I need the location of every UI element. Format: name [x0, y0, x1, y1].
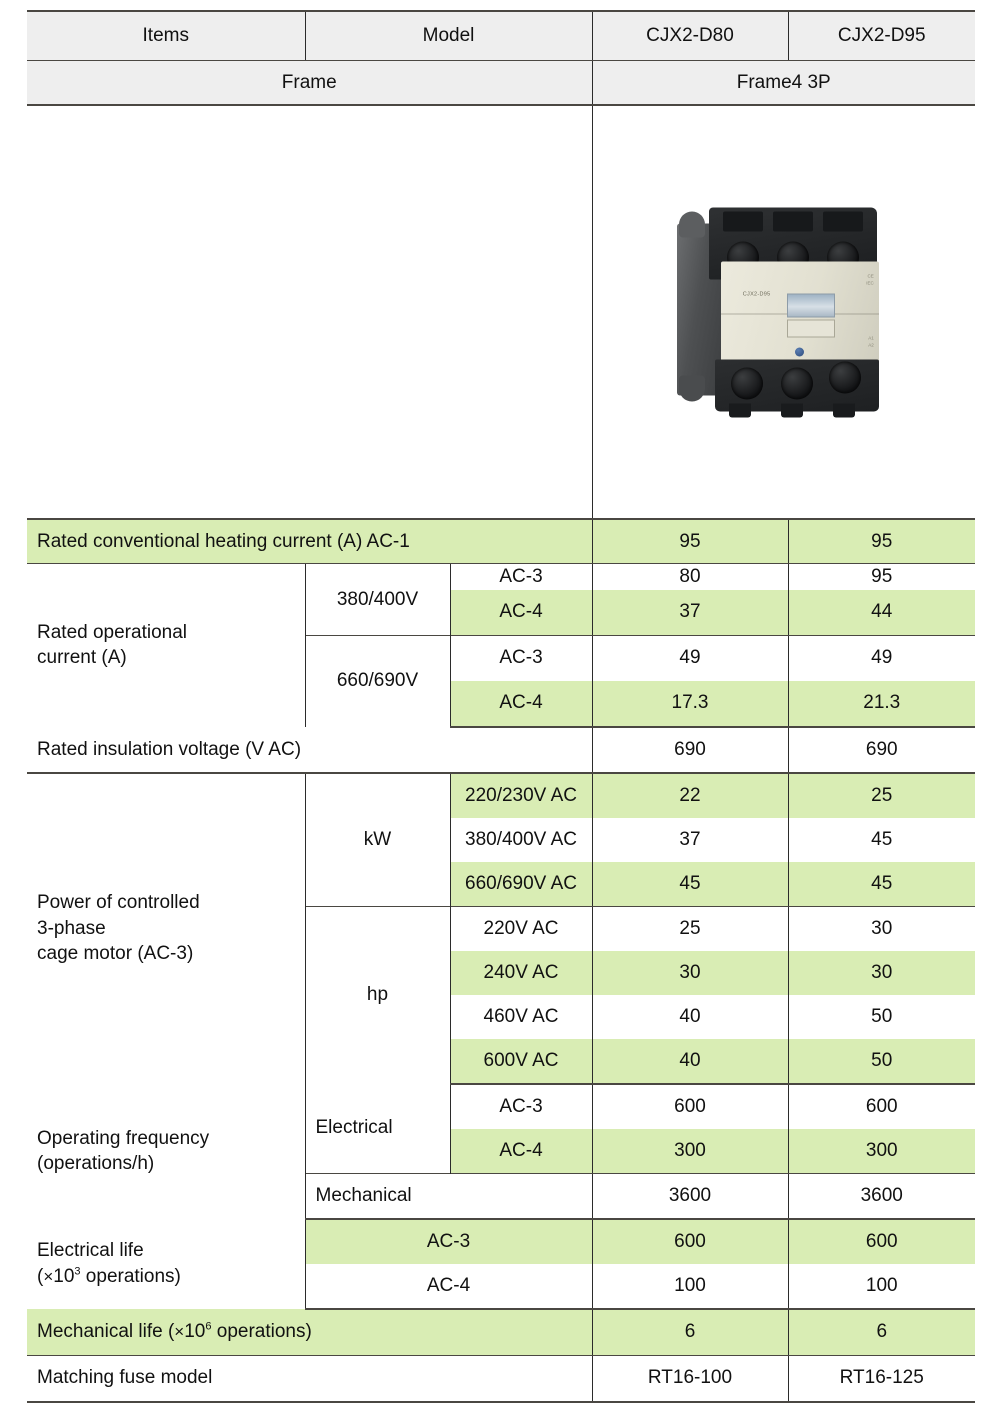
operational-current-380-ac4-d95: 44: [788, 590, 975, 636]
row-insulation-voltage: [27, 727, 975, 773]
electrical-life-ac4-d95: 100: [788, 1264, 975, 1309]
operating-frequency-mechanical-d95: 3600: [788, 1173, 975, 1219]
contactor-bracket-top-tab: [679, 212, 705, 238]
operational-current-660-ac3-d80: 49: [592, 635, 788, 681]
power-kw-660-d80: 45: [592, 862, 788, 907]
power-hp-600-d80: 40: [592, 1039, 788, 1084]
insulation-voltage-label: Rated insulation voltage (V AC): [27, 727, 592, 773]
contactor-top-slot-2: [773, 212, 813, 232]
power-motor-text: Power of controlled 3-phase cage motor (AC-3): [37, 892, 200, 965]
mechanical-life-prefix: Mechanical life (: [37, 1321, 175, 1343]
electrical-life-label: [27, 1219, 305, 1309]
insulation-voltage-d95: 690: [788, 727, 975, 773]
power-unit-hp: hp: [305, 906, 450, 1084]
operating-frequency-type-2: AC-4: [450, 1129, 592, 1174]
contactor-terminal-6T3: [829, 362, 861, 394]
power-kw-380-d80: 37: [592, 818, 788, 862]
matching-fuse-d95: RT16-125: [788, 1355, 975, 1402]
power-kw-220-d80: 22: [592, 773, 788, 818]
matching-fuse-label: Matching fuse model: [27, 1355, 592, 1402]
image-row-empty-left: [27, 105, 592, 519]
electrical-life-ac3-d80: 600: [592, 1219, 788, 1264]
contactor-foot-2: [781, 404, 803, 418]
matching-fuse-d80: RT16-100: [592, 1355, 788, 1402]
electrical-life-text: [37, 1238, 295, 1289]
header-items: Items: [27, 11, 305, 61]
electrical-life-exponent: 3: [74, 1265, 81, 1278]
operational-current-type-4: AC-4: [450, 681, 592, 727]
power-hp-voltage-4: 600V AC: [450, 1039, 592, 1084]
contactor-nameplate-strip: [787, 320, 835, 338]
mechanical-life-d80: 6: [592, 1309, 788, 1356]
power-kw-voltage-3: 660/690V AC: [450, 862, 592, 907]
electrical-life-ac3-d95: 600: [788, 1219, 975, 1264]
operational-current-660-ac4-d80: 17.3: [592, 681, 788, 727]
heating-current-label: Rated conventional heating current (A) AC-1: [27, 519, 592, 564]
operating-frequency-mechanical-d80: 3600: [592, 1173, 788, 1219]
mechanical-life-suffix: operations): [211, 1321, 312, 1343]
power-kw-660-d95: 45: [788, 862, 975, 907]
power-hp-voltage-2: 240V AC: [450, 951, 592, 995]
contactor-foot-1: [729, 404, 751, 418]
operating-frequency-ac4-d95: 300: [788, 1129, 975, 1174]
table-header-row: [27, 11, 975, 61]
mechanical-life-label: [27, 1309, 592, 1356]
row-heating-current: [27, 519, 975, 564]
frame-value: Frame4 3P: [592, 61, 975, 106]
contactor-bracket-bottom-tab: [679, 376, 705, 402]
product-image-row: [27, 105, 975, 519]
operational-current-660-ac4-d95: 21.3: [788, 681, 975, 727]
operational-current-type-2: AC-4: [450, 590, 592, 636]
electrical-life-type-1: AC-3: [305, 1219, 592, 1264]
power-hp-240-d80: 30: [592, 951, 788, 995]
power-kw-voltage-1: 220/230V AC: [450, 773, 592, 818]
power-hp-600-d95: 50: [788, 1039, 975, 1084]
power-motor-label: [27, 773, 305, 1084]
contactor-front-housing: [721, 262, 879, 372]
contactor-photo: [669, 200, 899, 425]
operating-frequency-ac3-d95: 600: [788, 1084, 975, 1129]
frame-row: [27, 61, 975, 106]
row-operational-current-1: [27, 564, 975, 590]
power-hp-220-d95: 30: [788, 906, 975, 951]
product-image-cell: [592, 105, 975, 519]
operational-current-label: [27, 564, 305, 727]
electrical-life-base: 10: [53, 1265, 75, 1287]
power-kw-380-d95: 45: [788, 818, 975, 862]
contactor-top-slot-3: [823, 212, 863, 232]
contactor-top-slot-1: [723, 212, 763, 232]
operating-frequency-type-1: AC-3: [450, 1084, 592, 1129]
header-col-d80: CJX2-D80: [592, 11, 788, 61]
electrical-life-line1: Electrical life: [37, 1240, 144, 1261]
power-kw-voltage-2: 380/400V AC: [450, 818, 592, 862]
insulation-voltage-d80: 690: [592, 727, 788, 773]
mechanical-life-d95: 6: [788, 1309, 975, 1356]
power-hp-460-d80: 40: [592, 995, 788, 1039]
operating-frequency-ac3-d80: 600: [592, 1084, 788, 1129]
operational-current-380-ac3-d95: 95: [788, 564, 975, 590]
operational-current-380-ac3-d80: 80: [592, 564, 788, 590]
power-hp-voltage-1: 220V AC: [450, 906, 592, 951]
operational-current-660-ac3-d95: 49: [788, 635, 975, 681]
row-power-kw-1: [27, 773, 975, 818]
electrical-life-ac4-d80: 100: [592, 1264, 788, 1309]
contactor-model-marking: CJX2-D95: [742, 291, 771, 298]
header-model: Model: [305, 11, 592, 61]
operational-current-type-1: AC-3: [450, 564, 592, 590]
operating-frequency-text: Operating frequency (operations/h): [37, 1127, 210, 1175]
mechanical-life-base: 10: [184, 1321, 206, 1343]
power-hp-voltage-3: 460V AC: [450, 995, 592, 1039]
power-unit-kw: kW: [305, 773, 450, 907]
operational-current-type-3: AC-3: [450, 635, 592, 681]
contactor-foot-3: [833, 404, 855, 418]
contactor-terminal-2T1: [731, 368, 763, 400]
operational-current-voltage-660: 660/690V: [305, 635, 450, 727]
contactor-side-marking-top: CE IEC: [866, 273, 874, 286]
operating-frequency-electrical-label: Electrical: [305, 1084, 450, 1174]
header-col-d95: CJX2-D95: [788, 11, 975, 61]
contactor-indicator-dot: [795, 348, 804, 357]
row-matching-fuse: [27, 1355, 975, 1402]
power-hp-240-d95: 30: [788, 951, 975, 995]
contactor-terminal-4T2: [781, 368, 813, 400]
power-hp-460-d95: 50: [788, 995, 975, 1039]
operating-frequency-mechanical-label: Mechanical: [305, 1173, 592, 1219]
power-hp-220-d80: 25: [592, 906, 788, 951]
contactor-nameplate-window: [787, 294, 835, 318]
row-operating-frequency-1: [27, 1084, 975, 1129]
operational-current-380-ac4-d80: 37: [592, 590, 788, 636]
heating-current-d80: 95: [592, 519, 788, 564]
operating-frequency-label: [27, 1084, 305, 1219]
operational-current-voltage-380: 380/400V: [305, 564, 450, 636]
operating-frequency-ac4-d80: 300: [592, 1129, 788, 1174]
mechanical-life-exponent: 6: [205, 1320, 212, 1333]
contactor-side-marking-bottom: A1 A2: [868, 335, 874, 348]
electrical-life-type-2: AC-4: [305, 1264, 592, 1309]
row-electrical-life-1: [27, 1219, 975, 1264]
electrical-life-line2-suffix: operations): [80, 1265, 181, 1287]
operational-current-text: Rated operational current (A): [37, 621, 187, 669]
heating-current-d95: 95: [788, 519, 975, 564]
specification-table: [27, 10, 975, 1403]
frame-label: Frame: [27, 61, 592, 106]
mechanical-life-times-symbol: ×: [174, 1322, 185, 1342]
power-kw-220-d95: 25: [788, 773, 975, 818]
row-mechanical-life: [27, 1309, 975, 1356]
electrical-life-line2-prefix: (: [37, 1265, 44, 1287]
electrical-life-times-symbol: ×: [43, 1266, 54, 1286]
